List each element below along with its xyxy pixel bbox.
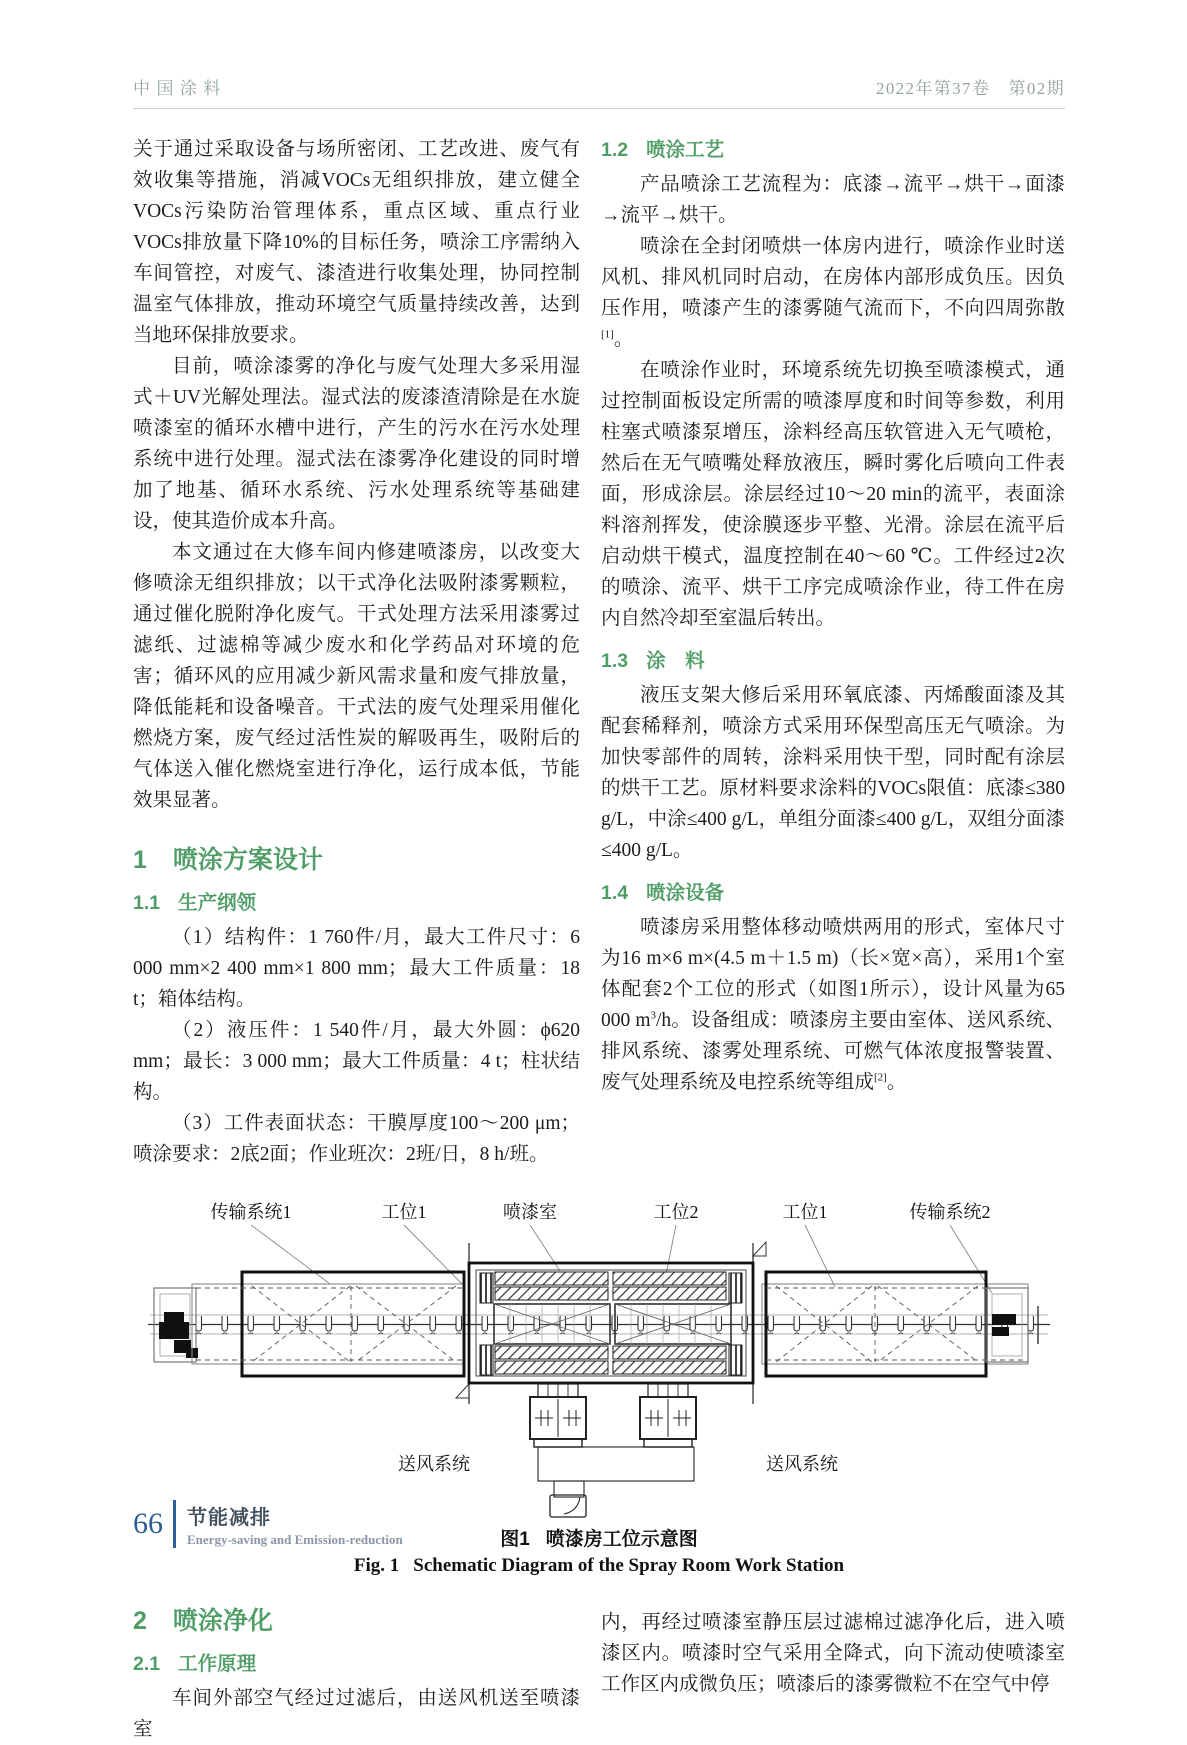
paragraph: 喷涂在全封闭喷烘一体房内进行，喷涂作业时送风机、排风机同时启动，在房体内部形成负压。因负压作用，喷漆产生的漆雾随气流而下，不向四周弥散[1]。 xyxy=(601,236,1065,350)
paragraph: 关于通过采取设备与场所密闭、工艺改进、废气有效收集等措施，消减VOCs无组织排放，建立健全VOCs污染防治管理体系，重点区域、重点行业VOCs排放量下降10%的目标任务，喷涂工序需纳入车间管控，对废气、漆渣进行收集处理，协同控制温室气体排放，推动环境空气质量持续改善，达到当地环保排放要求。 xyxy=(133,139,580,346)
paragraph: 产品喷涂工艺流程为：底漆→流平→烘干→面漆→流平→烘干。 xyxy=(601,174,1065,226)
paragraph: （3）工件表面状态：干膜厚度100～200 μm；喷涂要求：2底2面；作业班次：2班/日，8 h/班。 xyxy=(133,1113,580,1165)
diagram-label-station-2: 工位2 xyxy=(653,1202,699,1222)
superscript-cubed: 3 xyxy=(650,1009,656,1022)
paragraph: （2）液压件：1 540件/月，最大外圆：ϕ620 mm；最长：3 000 mm；最大工件质量：4 t；柱状结构。 xyxy=(133,1020,580,1103)
subsection-heading-1-1: 1.1 生产纲领 xyxy=(133,892,257,914)
paragraph: 目前，喷涂漆雾的净化与废气处理大多采用湿式＋UV光解处理法。湿式法的废漆渣清除是在水旋喷漆室的循环水槽中进行，产生的污水在污水处理系统中进行处理。湿式法在漆雾净化建设的同时增加了地基、循环水系统、污水处理系统等基础建设，使其造价成本升高。 xyxy=(133,356,580,532)
body-columns-top xyxy=(133,134,1065,1170)
page-number: 66 xyxy=(133,1507,163,1540)
supply-air-system xyxy=(530,1384,696,1517)
diagram-label-station-1-left: 工位1 xyxy=(381,1202,427,1222)
left-column xyxy=(133,134,580,1170)
diagram-label-supply-air-left: 送风系统 xyxy=(398,1454,470,1474)
paragraph: 液压支架大修后采用环氧底漆、丙烯酸面漆及其配套稀释剂，喷涂方式采用环保型高压无气喷涂。为加快零部件的周转，涂料采用快干型，同时配有涂层的烘干工艺。原材料要求涂料的VOCs限值：底漆≤380 g/L，中涂≤400 g/L，单组分面漆≤400 g/L，双组分面漆≤400 g/L。 xyxy=(601,685,1065,861)
subsection-heading-1-2: 1.2 喷涂工艺 xyxy=(601,139,725,161)
reference-mark: [2] xyxy=(874,1071,887,1084)
section-heading-1: 1 喷涂方案设计 xyxy=(133,846,323,874)
subsection-heading-1-4: 1.4 喷涂设备 xyxy=(601,882,725,904)
paragraph: 内，再经过喷漆室静压层过滤棉过滤净化后，进入喷漆区内。喷漆时空气采用全降式，向下流动使喷漆室工作区内成微负压；喷漆后的漆雾微粒不在空气中停 xyxy=(601,1612,1065,1695)
paragraph: 本文通过在大修车间内修建喷漆房，以改变大修喷涂无组织排放；以干式净化法吸附漆雾颗粒，通过催化脱附净化废气。干式处理方法采用漆雾过滤纸、过滤棉等减少废水和化学药品对环境的危害；循环风的应用减少新风需求量和废气排放量，降低能耗和设备噪音。干式法的废气处理采用催化燃烧方案，废气经过活性炭的解吸再生，吸附后的气体送入催化燃烧室进行净化，运行成本低，节能效果显著。 xyxy=(133,542,580,811)
paragraph: 喷漆房采用整体移动喷烘两用的形式，室体尺寸为16 m×6 m×(4.5 m＋1.5 m)（长×宽×高），采用1个室体配套2个工位的形式（如图1所示），设计风量为65 000 $m^3/h$。设备组成：喷漆房主要由室体、送风系统、排风系统、漆雾处理系统、可燃气体浓度报警装置、废气处理系统及电控系统等组成[2]。 xyxy=(601,917,1066,1093)
paragraph: 车间外部空气经过过滤后，由送风机送至喷漆室 xyxy=(133,1688,580,1740)
footer-section-title: 节能减排 Energy-saving and Emission-reduction xyxy=(187,1506,403,1547)
subsection-heading-1-3: 1.3 涂 料 xyxy=(601,650,705,672)
body-columns-bottom xyxy=(133,1593,1065,1745)
figure-caption-cn: 图1 喷漆房工位示意图 xyxy=(500,1529,698,1550)
paragraph: 在喷涂作业时，环境系统先切换至喷漆模式，通过控制面板设定所需的喷漆厚度和时间等参数，利用柱塞式喷漆泵增压，涂料经高压软管进入无气喷枪，然后在无气喷嘴处释放液压，瞬时雾化后喷向工件表面，形成涂层。涂层经过10～20 min的流平，表面涂料溶剂挥发，使涂膜逐步平整、光滑。涂层在流平后启动烘干模式，温度控制在40～60 ℃。工件经过2次的喷涂、流平、烘干工序完成喷涂作业，待工件在房内自然冷却至室温后转出。 xyxy=(601,360,1065,629)
right-column-bottom xyxy=(601,1593,1065,1745)
journal-header xyxy=(133,74,1065,109)
section-heading-2: 2 喷涂净化 xyxy=(133,1607,273,1635)
figure-caption-en: Fig. 1 Schematic Diagram of the Spray Room Work Station xyxy=(353,1555,845,1576)
footer-divider-bar xyxy=(173,1500,176,1548)
subsection-heading-2-1: 2.1 工作原理 xyxy=(133,1653,257,1675)
diagram-label-conveyor-2: 传输系统2 xyxy=(909,1202,991,1222)
diagram-label-supply-air-right: 送风系统 xyxy=(766,1454,838,1474)
diagram-label-station-1-right: 工位1 xyxy=(782,1202,828,1222)
journal-issue: 2022年第37卷 第02期 xyxy=(875,79,1065,98)
right-column xyxy=(601,134,1065,1170)
conveyor-line xyxy=(148,1315,1050,1334)
journal-name: 中国涂料 xyxy=(133,79,227,98)
spray-room-schematic xyxy=(134,1188,1064,1518)
paragraph: （1）结构件：1 760件/月，最大工件尺寸：6 000 mm×2 400 mm×1 800 mm；最大工件质量：18 t；箱体结构。 xyxy=(133,927,580,1010)
diagram-label-conveyor-1: 传输系统1 xyxy=(210,1202,292,1222)
reference-mark: [1] xyxy=(601,328,614,341)
left-column-bottom xyxy=(133,1593,580,1745)
page-footer xyxy=(133,1500,403,1548)
diagram-label-spray-room: 喷漆室 xyxy=(503,1202,557,1222)
paper-page xyxy=(133,74,1065,1745)
